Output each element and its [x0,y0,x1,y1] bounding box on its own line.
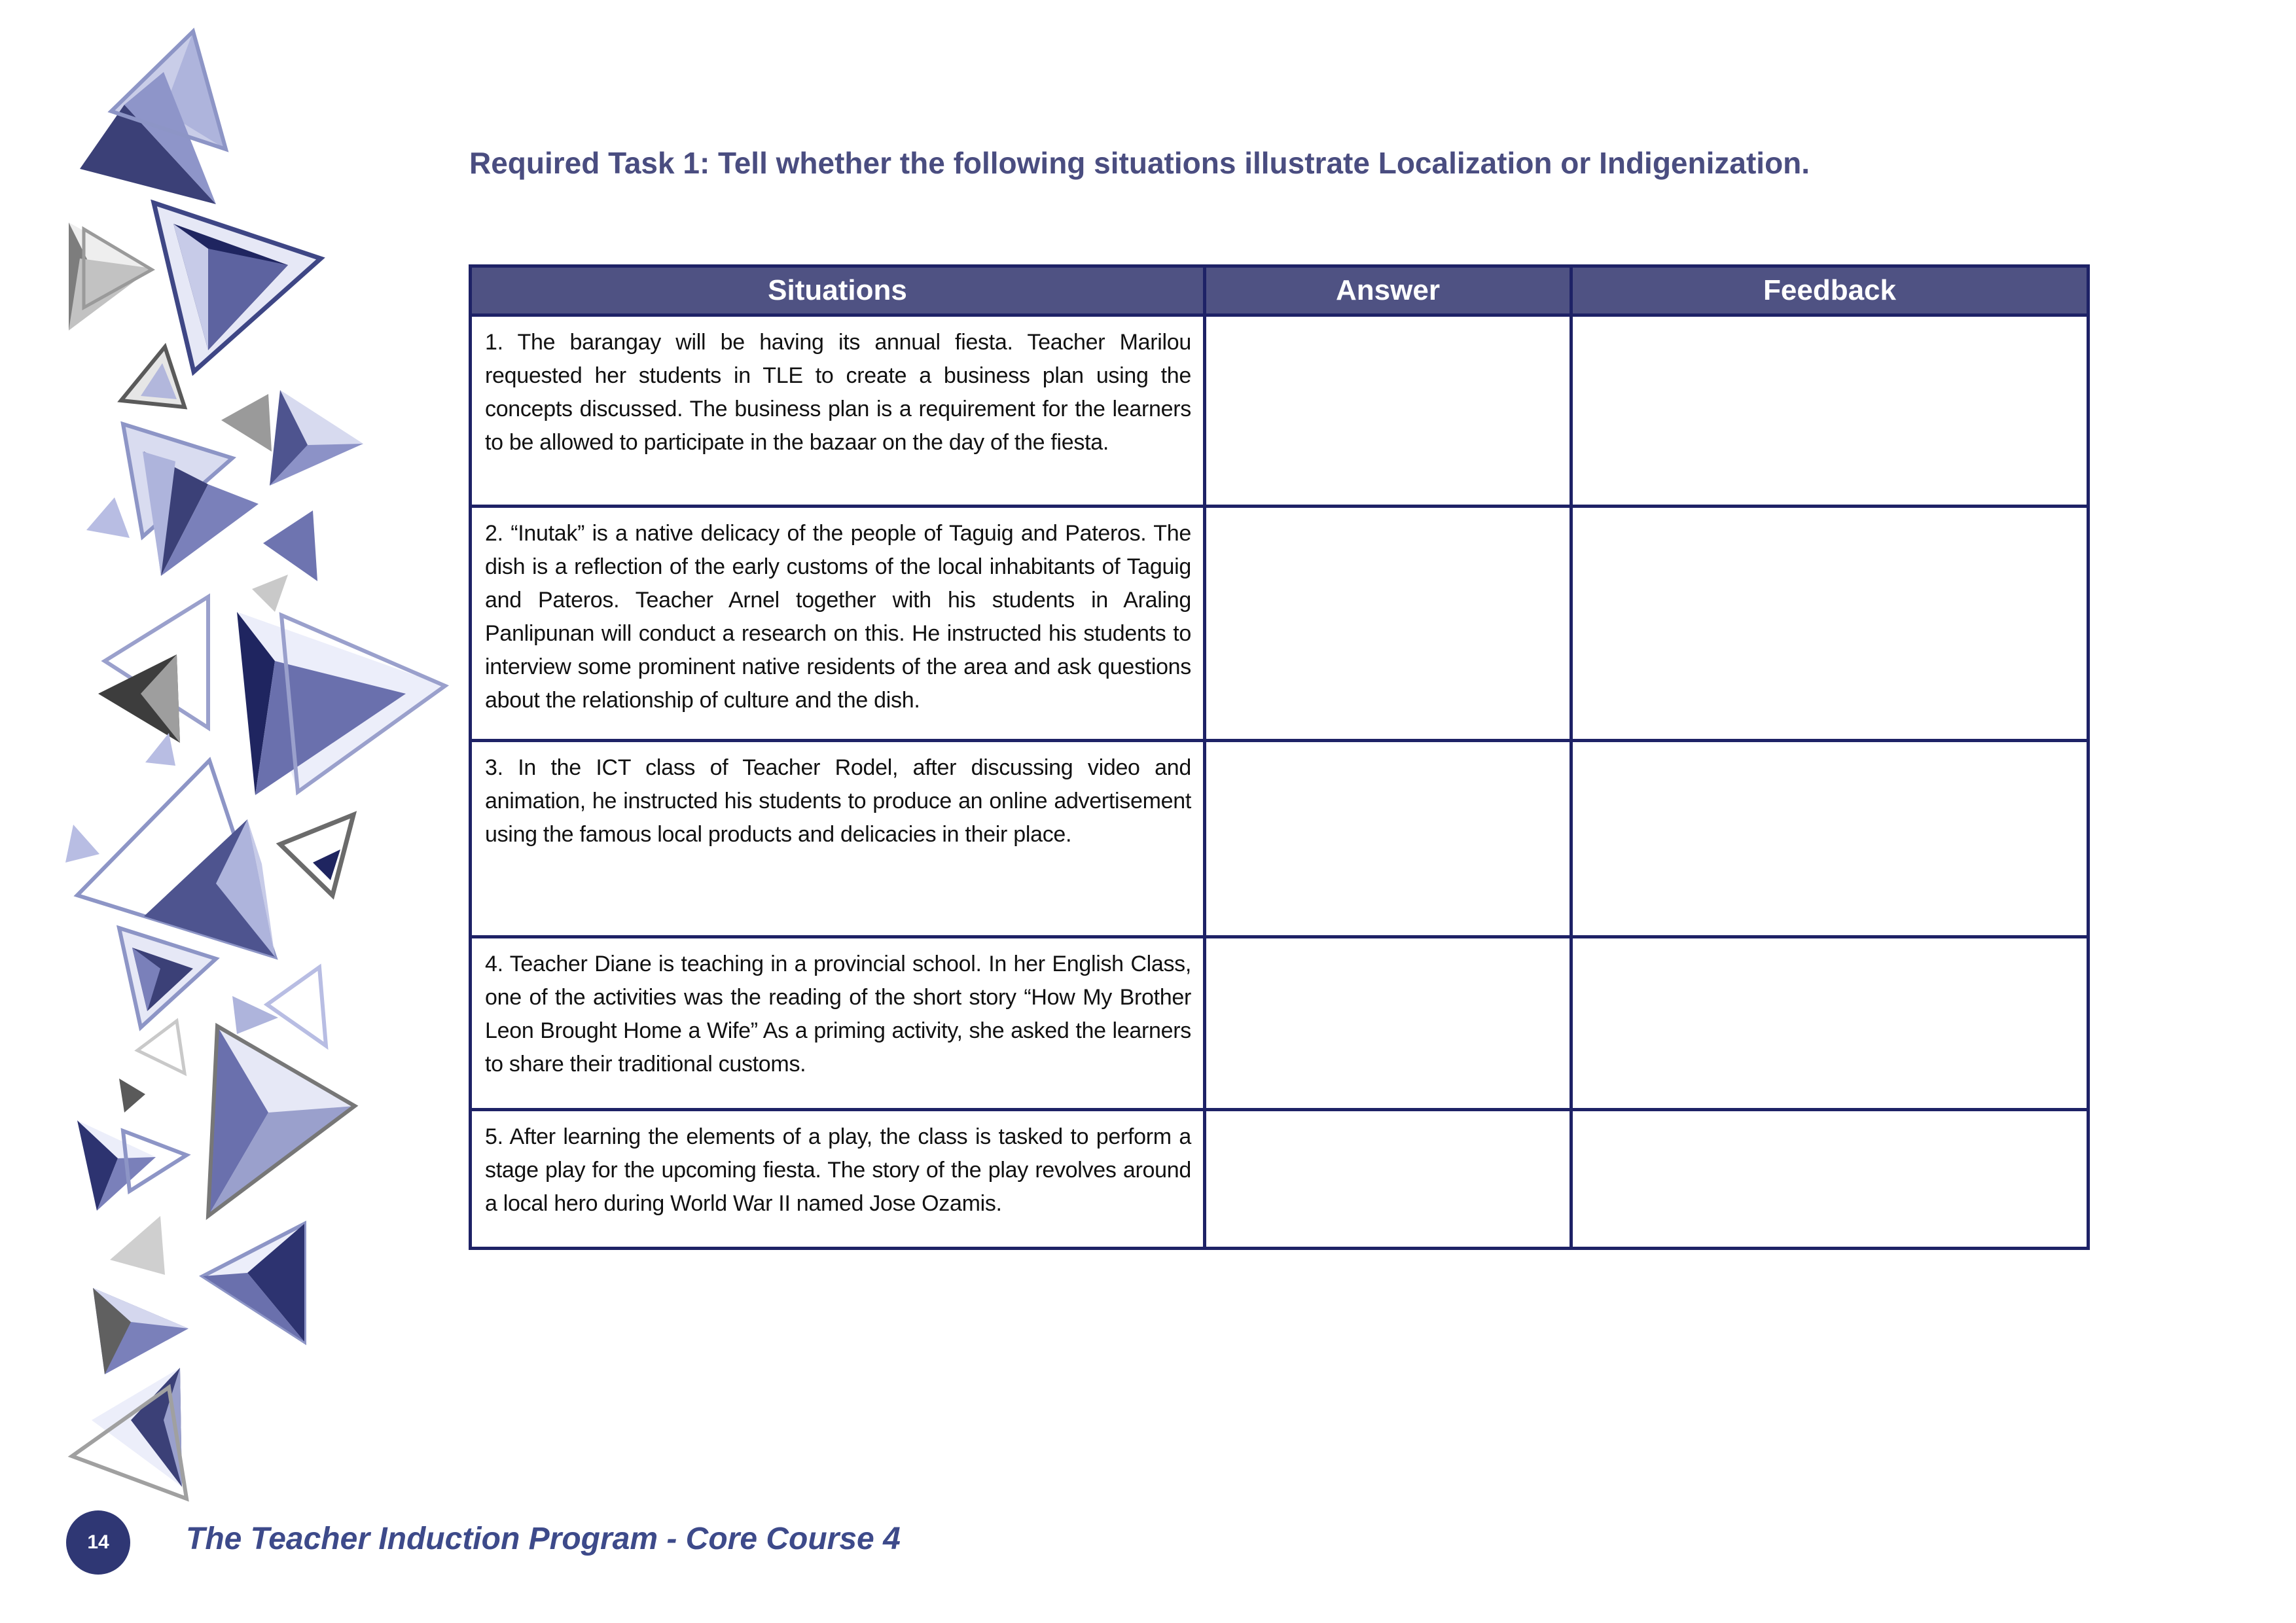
table-header-row [471,266,2089,315]
feedback-cell[interactable] [1571,741,2089,937]
situations-table [469,264,2090,1250]
column-header-answer: Answer [1205,266,1571,315]
feedback-cell[interactable] [1571,507,2089,741]
decorative-triangles-icon [0,0,458,1623]
situation-cell: 3. In the ICT class of Teacher Rodel, after discussing video and animation, he instructed his students to produce an online advertisement using the famous local products and delicacies in their place. [471,741,1205,937]
page-number-badge: 14 [66,1510,130,1575]
situation-cell: 2. “Inutak” is a native delicacy of the people of Taguig and Pateros. The dish is a reflection of the early customs of the local inhabitants of Taguig and Pateros. Teacher Arnel together with his students in Araling Panlipunan will conduct a research on this. He instructed his students to interview some prominent native residents of the area and ask questions about the relationship of culture and the dish. [471,507,1205,741]
feedback-cell[interactable] [1571,315,2089,507]
answer-cell[interactable] [1205,741,1571,937]
column-header-feedback: Feedback [1571,266,2089,315]
table-row [471,507,2089,741]
answer-cell[interactable] [1205,937,1571,1110]
table-row [471,1110,2089,1249]
footer-title: The Teacher Induction Program - Core Course 4 [186,1522,901,1556]
table-row [471,741,2089,937]
feedback-cell[interactable] [1571,1110,2089,1249]
answer-cell[interactable] [1205,507,1571,741]
feedback-cell[interactable] [1571,937,2089,1110]
table-row [471,315,2089,507]
task-heading: Required Task 1: Tell whether the following situations illustrate Localization or Indigenization. [469,146,1810,180]
table-row [471,937,2089,1110]
answer-cell[interactable] [1205,315,1571,507]
situation-cell: 5. After learning the elements of a play, the class is tasked to perform a stage play for the upcoming fiesta. The story of the play revolves around a local hero during World War II named Jose Ozamis. [471,1110,1205,1249]
situation-cell: 1. The barangay will be having its annual fiesta. Teacher Marilou requested her students in TLE to create a business plan using the concepts discussed. The business plan is a requirement for the learners to be allowed to participate in the bazaar on the day of the fiesta. [471,315,1205,507]
situation-cell: 4. Teacher Diane is teaching in a provincial school. In her English Class, one of the activities was the reading of the short story “How My Brother Leon Brought Home a Wife” As a priming activity, she asked the learners to share their traditional customs. [471,937,1205,1110]
column-header-situations: Situations [471,266,1205,315]
answer-cell[interactable] [1205,1110,1571,1249]
